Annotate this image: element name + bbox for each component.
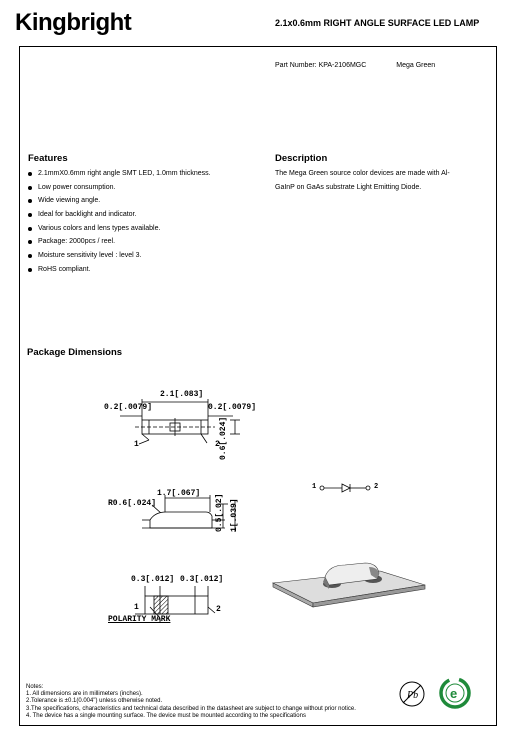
note-item: 3.The specifications, characteristics and technical data described in the datasheet are subject to change without prior notice. bbox=[26, 705, 356, 712]
top-view-drawing bbox=[95, 388, 255, 468]
description-heading: Description bbox=[275, 153, 328, 164]
features-heading: Features bbox=[28, 153, 68, 164]
polarity-mark-label: POLARITY MARK bbox=[108, 615, 171, 624]
feature-item: Various colors and lens types available. bbox=[28, 222, 211, 236]
part-number-line bbox=[275, 62, 435, 69]
feature-item: Low power consumption. bbox=[28, 181, 211, 195]
part-number: Part Number: KPA-2106MGC bbox=[275, 62, 367, 69]
description-line: The Mega Green source color devices are made with Al- bbox=[275, 170, 450, 177]
pb-free-icon bbox=[398, 680, 426, 708]
package-heading: Package Dimensions bbox=[27, 347, 123, 358]
schematic-pin2: 2 bbox=[374, 483, 379, 491]
dim-top-width: 2.1[.083] bbox=[160, 390, 204, 399]
pb-text: Pb bbox=[407, 690, 419, 701]
brand-logo: Kingbright bbox=[15, 9, 132, 36]
feature-item: 2.1mmX0.6mm right angle SMT LED, 1.0mm thickness. bbox=[28, 167, 211, 181]
dim-top-height: 0.6[.024] bbox=[219, 416, 228, 460]
pin1-label-top: 1 bbox=[134, 440, 139, 449]
note-item: 2.Tolerance is ±0.1(0.004") unless otherwise noted. bbox=[26, 698, 163, 705]
notes-heading: Notes: bbox=[26, 684, 44, 690]
feature-item: Ideal for backlight and indicator. bbox=[28, 208, 211, 222]
features-list bbox=[28, 167, 211, 277]
pin2-label-bottom: 2 bbox=[216, 605, 221, 614]
package-3d-illustration bbox=[265, 555, 435, 615]
dim-top-left: 0.2[.0079] bbox=[104, 403, 153, 412]
feature-item: Wide viewing angle. bbox=[28, 194, 211, 208]
rohs-eco-icon bbox=[438, 676, 472, 710]
part-color: Mega Green bbox=[396, 62, 436, 69]
description-text bbox=[275, 167, 485, 195]
eco-text: e bbox=[450, 686, 458, 701]
dim-bottom-right: 0.3[.012] bbox=[180, 575, 224, 584]
pin1-label-bottom: 1 bbox=[134, 603, 139, 612]
dim-side-width: 1.7[.067] bbox=[157, 489, 201, 498]
pin2-label-top: 2 bbox=[215, 440, 220, 449]
note-item: 1. All dimensions are in millimeters (inches). bbox=[26, 691, 143, 698]
bottom-view-drawing bbox=[100, 582, 230, 632]
schematic-pin1: 1 bbox=[312, 483, 317, 491]
dim-top-right: 0.2[.0079] bbox=[208, 403, 257, 412]
description-line: GaInP on GaAs substrate Light Emitting Diode. bbox=[275, 184, 422, 191]
dim-bottom-left: 0.3[.012] bbox=[131, 575, 175, 584]
dim-side-h1: 0.5[.02] bbox=[215, 493, 224, 532]
page-title: 2.1x0.6mm RIGHT ANGLE SURFACE LED LAMP bbox=[275, 18, 480, 28]
feature-item: Package: 2000pcs / reel. bbox=[28, 235, 211, 249]
notes-block bbox=[26, 684, 356, 720]
dim-side-h2: 1[.039] bbox=[230, 498, 239, 532]
dim-side-radius: R0.6[.024] bbox=[108, 499, 157, 508]
feature-item: RoHS compliant. bbox=[28, 263, 211, 277]
feature-item: Moisture sensitivity level : level 3. bbox=[28, 249, 211, 263]
content-frame bbox=[19, 46, 497, 726]
note-item: 4. The device has a single mounting surface. The device must be mounted according to the specifications bbox=[26, 712, 306, 719]
